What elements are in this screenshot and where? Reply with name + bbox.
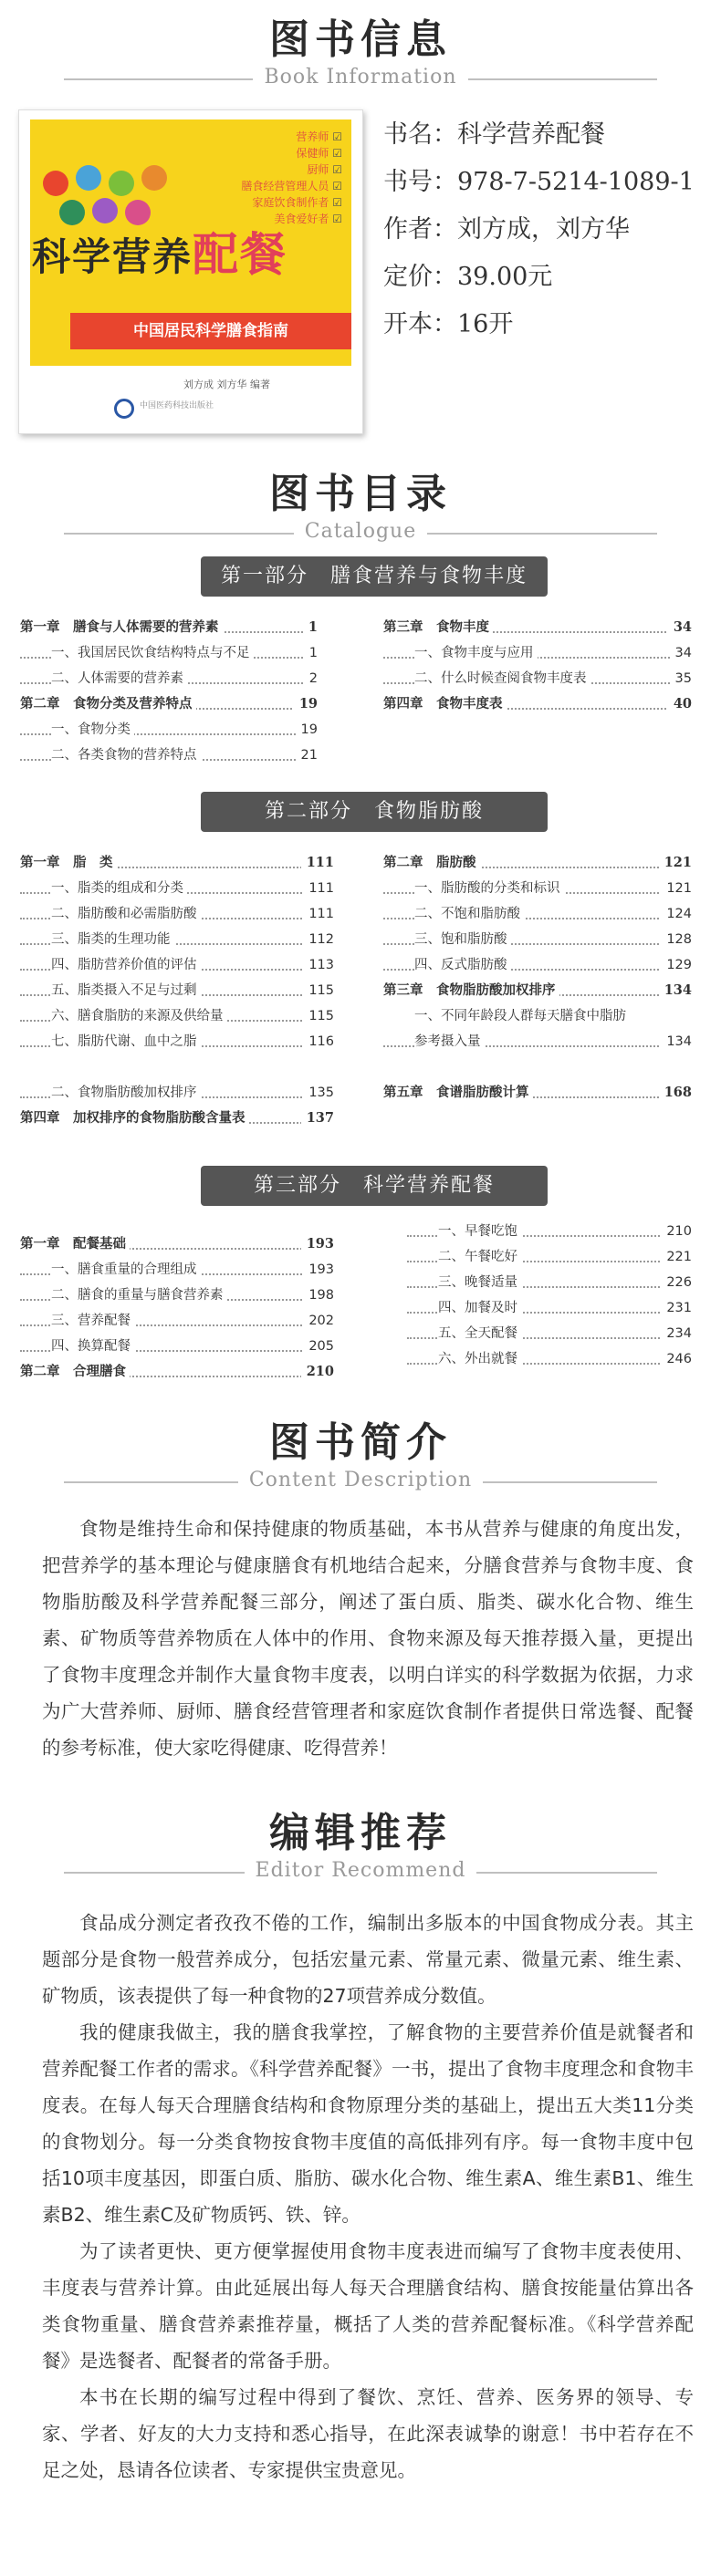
toc-page-number: 2 [304, 666, 318, 691]
recommend-paragraph: 我的健康我做主，我的膳食我掌控，了解食物的主要营养价值是就餐者和营养配餐工作者的需求。《科学营养配餐》一书，提出了食物丰度理念和食物丰度表。在每人每天合理膳食结构和食物原理分类的基础上，提出五大类11分类的食物划分。每一分类食物按食物丰度值的高低排列有序。每一食物丰度中包括10项丰度基因，即蛋白质、脂肪、碳水化合物、维生素A、维生素B1、维生素B2、维生素C及矿物质钙、铁、锌。 [42, 2021, 694, 2226]
toc-entry [407, 1270, 692, 1295]
cover-subtitle: 中国居民科学膳食指南 [70, 313, 351, 349]
toc-entry [20, 1080, 334, 1106]
toc-entry [407, 1244, 692, 1270]
section-title: 编辑推荐 [269, 1810, 452, 1856]
toc-page-number: 193 [303, 1257, 334, 1283]
toc-page-number: 111 [303, 876, 334, 901]
section-title: 图书目录 [269, 471, 452, 517]
toc-entry-title: 第三章 食物脂肪酸加权排序 [383, 978, 559, 1003]
toc-entry-title: 六、外出就餐 [438, 1346, 521, 1372]
section-subtitle: Catalogue [294, 520, 427, 543]
recommend-heading [0, 1810, 721, 1885]
toc-chapter [383, 978, 692, 1003]
recommend-paragraph: 本书在长期的编写过程中得到了餐饮、烹饪、营养、医务界的领导、专家、学者、好友的大力支持和悉心指导，在此深表诚挚的谢意！书中若存在不足之处，恳请各位读者、专家提供宝贵意见。 [42, 2386, 694, 2481]
toc-page-number: 121 [661, 876, 692, 901]
book-price: 定价：39.00元 [383, 263, 553, 291]
toc-entry [407, 1321, 692, 1346]
toc-page-number: 116 [303, 1029, 334, 1054]
toc-entry [20, 927, 334, 952]
toc-chapter [383, 850, 692, 876]
toc-chapter [20, 850, 334, 876]
toc-page-number: 205 [303, 1334, 334, 1359]
toc-page-number: 168 [659, 1080, 692, 1106]
cover-authors: 刘方成 刘方华 编著 [183, 379, 270, 390]
book-cover-image [18, 109, 363, 434]
toc-entry-title: 一、早餐吃饱 [438, 1219, 521, 1244]
intro-heading [0, 1419, 721, 1494]
toc-page-number: 35 [670, 666, 692, 691]
toc-entry-title: 三、脂类的生理功能 [51, 927, 174, 952]
section-title: 图书信息 [269, 16, 452, 63]
toc-entry [20, 978, 334, 1003]
book-title: 书名：科学营养配餐 [383, 120, 605, 149]
toc-entry-title: 七、脂肪代谢、血中之脂 [51, 1029, 201, 1054]
toc-page-number: 210 [301, 1359, 334, 1385]
toc-page-number: 112 [303, 927, 334, 952]
toc-page-number: 19 [294, 691, 318, 717]
toc-chapter [383, 691, 692, 717]
toc-chapter [20, 1106, 334, 1131]
recommend-text [42, 1905, 694, 2488]
toc-part3-left [20, 1231, 334, 1385]
toc-part1-right [383, 615, 692, 717]
toc-entry [20, 1334, 334, 1359]
food-icon [109, 171, 134, 196]
toc-page-number: 231 [661, 1295, 692, 1321]
toc-entry-title: 三、饱和脂肪酸 [414, 927, 511, 952]
food-icon [76, 165, 101, 191]
toc-entry-title: 第一章 膳食与人体需要的营养素 [20, 615, 223, 640]
cover-title: 科学营养配餐 [32, 228, 288, 281]
toc-entry-title: 第四章 食物丰度表 [383, 691, 507, 717]
toc-entry [20, 1257, 334, 1283]
catalogue-part-3: 第三部分 科学营养配餐 [201, 1166, 548, 1206]
recommend-paragraph: 为了读者更快、更方便掌握使用食物丰度表进而编写了食物丰度表使用、丰度表与营养计算。由此延展出每人每天合理膳食结构、膳食按能量估算出各类食物重量、膳食营养素推荐量，概括了人类的营养配餐标准。《科学营养配餐》是选餐者、配餐者的常备手册。 [42, 2240, 694, 2372]
toc-page-number: 202 [303, 1308, 334, 1334]
book-info-list [383, 111, 695, 348]
toc-page-number: 221 [661, 1244, 692, 1270]
toc-entry-title: 第二章 合理膳食 [20, 1359, 130, 1385]
catalogue-heading [0, 471, 721, 545]
toc-entry-title: 二、不饱和脂肪酸 [414, 901, 524, 927]
toc-entry-title: 第四章 加权排序的食物脂肪酸含量表 [20, 1106, 249, 1131]
toc-page-number: 113 [303, 952, 334, 978]
toc-entry-title: 一、膳食重量的合理组成 [51, 1257, 201, 1283]
toc-entry [20, 952, 334, 978]
toc-entry-title: 二、膳食的重量与膳食营养素 [51, 1283, 227, 1308]
toc-chapter [383, 615, 692, 640]
toc-page-number: 115 [303, 1003, 334, 1029]
toc-entry [20, 1029, 334, 1054]
toc-entry [383, 1003, 692, 1029]
toc-entry [383, 1029, 692, 1054]
toc-page-number: 193 [301, 1231, 334, 1257]
toc-entry-title: 六、膳食脂肪的来源及供给量 [51, 1003, 227, 1029]
toc-entry-title: 三、晚餐适量 [438, 1270, 521, 1295]
toc-entry-title: 二、脂肪酸和必需脂肪酸 [51, 901, 201, 927]
toc-chapter [20, 1359, 334, 1385]
toc-entry-title: 四、加餐及时 [438, 1295, 521, 1321]
section-subtitle: Editor Recommend [245, 1859, 477, 1882]
toc-entry [383, 876, 692, 901]
toc-chapter [383, 1080, 692, 1106]
food-icon [141, 165, 167, 191]
toc-part3-right [407, 1219, 692, 1372]
toc-entry [20, 876, 334, 901]
toc-entry [20, 1308, 334, 1334]
toc-entry-title: 五、脂类摄入不足与过剩 [51, 978, 201, 1003]
toc-entry [407, 1219, 692, 1244]
toc-entry-title: 一、食物丰度与应用 [414, 640, 538, 666]
toc-entry [383, 927, 692, 952]
toc-page-number: 226 [661, 1270, 692, 1295]
toc-chapter [20, 1231, 334, 1257]
toc-page-number: 21 [296, 743, 318, 768]
toc-page-number: 111 [301, 850, 334, 876]
toc-entry [20, 901, 334, 927]
toc-entry [383, 901, 692, 927]
cover-feature-list: 营养师 ☑ 保健师 ☑ 厨师 ☑ 膳食经营管理人员 ☑ 家庭饮食制作者 ☑ 美食爱好者 ☑ [205, 129, 342, 227]
toc-page-number: 34 [670, 640, 692, 666]
toc-entry-title: 二、午餐吃好 [438, 1244, 521, 1270]
toc-entry-title: 一、脂肪酸的分类和标识 [414, 876, 564, 901]
book-isbn: 书号：978-7-5214-1089-1 [383, 168, 695, 196]
toc-page-number: 210 [661, 1219, 692, 1244]
toc-entry [20, 743, 318, 768]
publisher-logo-icon [114, 399, 134, 419]
toc-entry [20, 1283, 334, 1308]
toc-entry-title: 二、食物脂肪酸加权排序 [51, 1080, 201, 1106]
book-author: 作者：刘方成，刘方华 [383, 215, 630, 244]
section-subtitle: Book Information [253, 66, 467, 88]
toc-entry-title: 一、我国居民饮食结构特点与不足 [51, 640, 254, 666]
toc-entry-title: 参考摄入量 [414, 1029, 485, 1054]
toc-page-number: 115 [303, 978, 334, 1003]
toc-chapter [20, 615, 318, 640]
toc-entry [383, 952, 692, 978]
toc-entry [407, 1346, 692, 1372]
toc-page-number: 234 [661, 1321, 692, 1346]
intro-paragraph: 食物是维持生命和保持健康的物质基础，本书从营养与健康的角度出发，把营养学的基本理论与健康膳食有机地结合起来，分膳食营养与食物丰度、食物脂肪酸及科学营养配餐三部分，阐述了蛋白质、脂类、碳水化合物、维生素、矿物质等营养物质在人体中的作用、食物来源及每天推荐摄入量，更提出了食物丰度理念并制作大量食物丰度表，以明白详实的科学数据为依据，力求为广大营养师、厨师、膳食经营管理者和家庭饮食制作者提供日常选餐、配餐的参考标准，使大家吃得健康、吃得营养！ [42, 1518, 694, 1759]
toc-page-number: 34 [668, 615, 692, 640]
toc-page-number: 19 [296, 717, 318, 743]
toc-entry-title: 一、脂类的组成和分类 [51, 876, 187, 901]
section-title: 图书简介 [269, 1419, 452, 1466]
book-info-heading [0, 16, 721, 91]
toc-page-number: 111 [303, 901, 334, 927]
toc-entry-title: 三、营养配餐 [51, 1308, 134, 1334]
toc-entry-title: 二、什么时候查阅食物丰度表 [414, 666, 590, 691]
toc-entry-title: 一、食物分类 [51, 717, 134, 743]
toc-entry-title: 第一章 配餐基础 [20, 1231, 130, 1257]
toc-part2-right [383, 850, 692, 1106]
catalogue-part-2: 第二部分 食物脂肪酸 [201, 792, 548, 832]
toc-entry [407, 1295, 692, 1321]
toc-entry [20, 666, 318, 691]
toc-page-number: 1 [304, 640, 318, 666]
toc-entry-title: 四、换算配餐 [51, 1334, 134, 1359]
toc-entry-title: 第二章 脂肪酸 [383, 850, 480, 876]
toc-page-number: 134 [661, 1029, 692, 1054]
book-format: 开本：16开 [383, 310, 514, 338]
toc-page-number: 246 [661, 1346, 692, 1372]
toc-entry-title: 四、脂肪营养价值的评估 [51, 952, 201, 978]
toc-page-number: 137 [301, 1106, 334, 1131]
toc-entry [383, 666, 692, 691]
cover-publisher: 中国医药科技出版社 [140, 401, 214, 410]
toc-entry [20, 1003, 334, 1029]
toc-page-number: 124 [661, 901, 692, 927]
toc-entry-title: 第二章 食物分类及营养特点 [20, 691, 196, 717]
toc-page-number: 121 [659, 850, 692, 876]
toc-entry-title: 五、全天配餐 [438, 1321, 521, 1346]
toc-page-number: 128 [661, 927, 692, 952]
toc-entry [383, 640, 692, 666]
section-subtitle: Content Description [238, 1469, 483, 1491]
toc-chapter [20, 691, 318, 717]
food-icon [43, 171, 68, 196]
toc-entry-title: 一、不同年龄段人群每天膳食中脂肪 [414, 1003, 630, 1029]
toc-entry-title: 第一章 脂 类 [20, 850, 117, 876]
toc-page-number: 40 [668, 691, 692, 717]
catalogue-part-1: 第一部分 膳食营养与食物丰度 [201, 556, 548, 597]
toc-entry-title: 四、反式脂肪酸 [414, 952, 511, 978]
toc-page-number: 134 [659, 978, 692, 1003]
toc-entry-title: 第三章 食物丰度 [383, 615, 493, 640]
toc-page-number: 135 [303, 1080, 334, 1106]
toc-entry-title: 二、人体需要的营养素 [51, 666, 187, 691]
toc-entry [20, 717, 318, 743]
toc-page-number: 1 [303, 615, 318, 640]
toc-part2-left [20, 850, 334, 1131]
toc-page-number: 198 [303, 1283, 334, 1308]
toc-entry-title: 二、各类食物的营养特点 [51, 743, 201, 768]
toc-part1-left [20, 615, 318, 768]
recommend-paragraph: 食品成分测定者孜孜不倦的工作，编制出多版本的中国食物成分表。其主题部分是食物一般营养成分，包括宏量元素、常量元素、微量元素、维生素、矿物质，该表提供了每一种食物的27项营养成分数值。 [42, 1912, 694, 2007]
toc-entry [20, 640, 318, 666]
toc-entry-title: 第五章 食谱脂肪酸计算 [383, 1080, 533, 1106]
toc-page-number: 129 [661, 952, 692, 978]
